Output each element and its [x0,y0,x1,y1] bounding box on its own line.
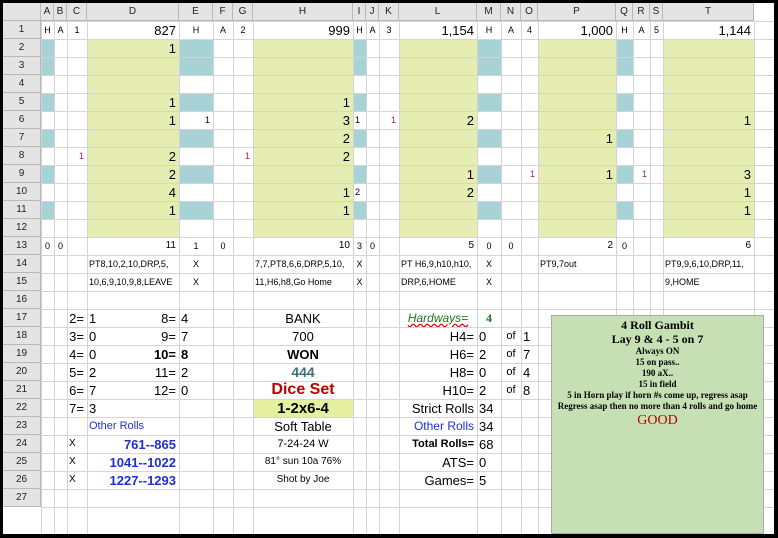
gridline [41,21,42,534]
teal-cell [616,201,633,219]
roll-sequence[interactable]: PT H6,9,h10,h10, [401,258,472,269]
column-header-c[interactable]: C [67,3,87,21]
header-h[interactable]: H [44,24,51,35]
column-sum[interactable]: 6 [745,240,751,251]
dice-count[interactable] [538,75,616,93]
of-label[interactable]: of [506,329,516,342]
cell[interactable]: 0 [44,240,50,251]
gridline [501,21,502,534]
dice-count[interactable]: 1 [605,166,613,182]
row-header-8[interactable]: 8 [3,147,41,165]
dice-count[interactable]: 1 [605,130,613,146]
of-label[interactable]: of [506,383,516,396]
stat-label[interactable]: Strict Rolls [411,400,474,416]
gridline [366,21,367,534]
stat-label[interactable]: Other Rolls [413,419,474,433]
header-a[interactable]: A [219,24,226,35]
count-value[interactable]: 7 [89,382,97,398]
dice-count[interactable]: 1 [466,166,474,182]
row-header-16[interactable]: 16 [3,291,41,309]
stat-value[interactable]: 0 [479,454,487,470]
marker[interactable]: 1 [529,168,535,179]
dice-count[interactable] [538,147,616,165]
dice-count[interactable] [663,129,754,147]
dice-count[interactable] [663,219,754,237]
count-label[interactable]: 2= [69,310,84,326]
column-header-s[interactable]: S [650,3,663,21]
column-total[interactable]: 999 [328,22,350,38]
column-total[interactable]: 1,144 [718,22,751,38]
count-value[interactable]: 0 [89,346,97,362]
column-sum[interactable]: 10 [338,240,350,251]
dice-count[interactable] [253,219,353,237]
column-header-i[interactable]: I [353,3,366,21]
dice-count[interactable] [538,219,616,237]
dice-count[interactable] [399,75,477,93]
count-label[interactable]: 9= [161,328,176,344]
bank-label[interactable]: BANK [285,310,321,326]
column-sum[interactable]: 5 [468,240,474,251]
dice-count[interactable] [399,147,477,165]
teal-cell [179,57,213,75]
count-label[interactable]: 8= [161,310,176,326]
stat-label[interactable]: ATS= [442,454,474,470]
hardway-label[interactable]: H10= [442,382,474,398]
hardway-hits[interactable]: 2 [479,382,487,398]
note-result: GOOD [637,413,678,428]
roll-x[interactable]: X [69,474,76,485]
dice-count[interactable] [399,201,477,219]
stat-value[interactable]: 34 [479,418,494,434]
roll-x[interactable]: X [192,258,199,269]
dice-count[interactable] [399,39,477,57]
dice-count[interactable] [253,75,353,93]
dice-set-value[interactable]: 1-2x6-4 [277,399,329,417]
row-header-10[interactable]: 10 [3,183,41,201]
dice-count[interactable]: 1 [168,40,176,56]
count-value[interactable]: 2 [89,364,97,380]
note-line2: Lay 9 & 4 - 5 on 7 [611,332,704,346]
header-num[interactable]: 1 [74,24,80,35]
dice-count[interactable] [87,129,179,147]
row-header-5[interactable]: 5 [3,93,41,111]
cell[interactable]: 1 [193,240,199,251]
other-roll-range[interactable]: 761--865 [123,436,176,452]
roll-x[interactable]: X [356,276,363,287]
dice-count[interactable]: 1 [168,202,176,218]
count-value[interactable]: 8 [181,346,189,362]
dice-count[interactable] [663,75,754,93]
marker[interactable]: 1 [244,150,250,161]
header-a[interactable]: A [369,24,376,35]
count-label[interactable]: 5= [69,364,84,380]
roll-sequence[interactable]: 9,HOME [665,276,700,287]
row-header-24[interactable]: 24 [3,435,41,453]
roll-sequence[interactable]: DRP,6,HOME [401,276,456,287]
teal-cell [616,93,633,111]
teal-cell [477,201,501,219]
dice-count[interactable]: 2 [168,148,176,164]
header-h[interactable]: H [485,24,493,35]
hardway-label[interactable]: H4= [449,328,474,344]
row-header-15[interactable]: 15 [3,273,41,291]
row-header-25[interactable]: 25 [3,453,41,471]
teal-cell [41,201,54,219]
dice-count[interactable]: 1 [743,202,751,218]
hardway-total[interactable]: 8 [523,382,531,398]
header-h[interactable]: H [192,24,200,35]
roll-x[interactable]: X [356,258,363,269]
strategy-note [551,315,764,534]
hardways-count[interactable]: 4 [486,311,492,325]
teal-cell [179,39,213,57]
dice-count[interactable] [253,165,353,183]
other-roll-range[interactable]: 1227--1293 [109,472,176,488]
note-line: 5 in Horn play if horn #s come up, regress asap [567,390,748,400]
header-num[interactable]: 5 [653,24,659,35]
hardway-total[interactable]: 7 [523,346,531,362]
dice-count[interactable]: 2 [342,130,350,146]
teal-cell [477,93,501,111]
count-label[interactable]: 6= [69,382,84,398]
row-header-9[interactable]: 9 [3,165,41,183]
spreadsheet [3,3,774,534]
row-header-23[interactable]: 23 [3,417,41,435]
column-header-a[interactable]: A [41,3,54,21]
dice-count[interactable] [399,57,477,75]
dice-count[interactable] [399,93,477,111]
note-line: Always ON [635,346,680,356]
cell[interactable]: 0 [369,240,375,251]
teal-cell [353,57,366,75]
dice-count[interactable] [87,219,179,237]
dice-count[interactable]: 1 [342,184,350,200]
dice-count[interactable]: 2 [466,112,474,128]
count-value[interactable]: 0 [89,328,97,344]
note-title: 4 Roll Gambit [621,318,694,332]
teal-cell [41,165,54,183]
teal-cell [353,93,366,111]
teal-cell [353,165,366,183]
row-header-22[interactable]: 22 [3,399,41,417]
cell[interactable]: 3 [356,240,362,251]
note-line: 15 in field [638,379,677,389]
column-total[interactable]: 1,000 [580,22,613,38]
column-total[interactable]: 1,154 [441,22,474,38]
dice-count[interactable]: 1 [743,112,751,128]
row-header-13[interactable]: 13 [3,237,41,255]
row-header-19[interactable]: 19 [3,345,41,363]
dice-count[interactable] [663,39,754,57]
count-label[interactable]: 11= [154,364,176,380]
row-header-14[interactable]: 14 [3,255,41,273]
note-line: 15 on pass.. [635,357,680,367]
other-rolls-label[interactable]: Other Rolls [89,419,145,432]
dice-count[interactable] [87,57,179,75]
teal-cell [179,93,213,111]
teal-cell [179,201,213,219]
dice-count[interactable]: 2 [466,184,474,200]
dice-count[interactable] [663,93,754,111]
dice-count[interactable] [538,183,616,201]
column-header-l[interactable]: L [399,3,477,21]
count-label[interactable]: 12= [153,382,176,398]
dice-set-label[interactable]: Dice Set [271,381,335,398]
stat-value[interactable]: 68 [479,436,494,452]
count-value[interactable]: 3 [89,400,97,416]
dice-count[interactable] [253,39,353,57]
column-header-n[interactable]: N [501,3,521,21]
row-header-6[interactable]: 6 [3,111,41,129]
table-type[interactable]: Soft Table [274,418,332,434]
dice-count[interactable]: 1 [168,94,176,110]
column-header-b[interactable]: B [54,3,67,21]
dice-count[interactable] [538,201,616,219]
won-label[interactable]: WON [287,346,319,362]
dice-count[interactable] [538,93,616,111]
row-header-4[interactable]: 4 [3,75,41,93]
hardway-hits[interactable]: 2 [479,346,487,362]
gridline [213,21,214,534]
column-header-j[interactable]: J [366,3,379,21]
column-header-d[interactable]: D [87,3,179,21]
row-header-2[interactable]: 2 [3,39,41,57]
stat-label[interactable]: Total Rolls= [412,437,474,450]
dice-count[interactable] [538,39,616,57]
dice-count[interactable] [538,111,616,129]
teal-cell [353,39,366,57]
dice-count[interactable]: 4 [168,184,176,200]
hardway-hits[interactable]: 0 [479,364,487,380]
marker[interactable]: 1 [78,150,84,161]
dice-count[interactable]: 1 [342,202,350,218]
dice-count[interactable] [663,147,754,165]
teal-cell [477,129,501,147]
hardway-label[interactable]: H6= [449,346,474,362]
row-header-21[interactable]: 21 [3,381,41,399]
header-num[interactable]: 4 [526,24,532,35]
column-header-e[interactable]: E [179,3,213,21]
note-line: Regress asap then no more than 4 rolls and go home [557,401,758,411]
hardways-label[interactable]: Hardways= [407,311,469,325]
cell[interactable]: 0 [486,240,492,251]
cell[interactable]: 0 [220,240,226,251]
cell[interactable]: 0 [621,240,627,251]
of-label[interactable]: of [506,365,516,378]
column-sum[interactable]: 11 [165,240,176,251]
row-header-1[interactable]: 1 [3,21,41,39]
stat-value[interactable]: 5 [479,472,487,488]
gridline [521,21,522,534]
roll-x[interactable]: X [69,438,76,449]
teal-cell [616,39,633,57]
dice-count[interactable]: 3 [342,112,350,128]
column-header-g[interactable]: G [233,3,253,21]
column-sum[interactable]: 2 [607,240,613,251]
roll-x[interactable]: X [485,276,492,287]
column-total[interactable]: 827 [154,22,176,38]
dice-count[interactable]: 1 [168,112,176,128]
hardway-total[interactable]: 1 [523,328,531,344]
header-a[interactable]: A [638,24,645,35]
teal-cell [477,165,501,183]
row-header-26[interactable]: 26 [3,471,41,489]
dice-count[interactable] [663,57,754,75]
column-header-h[interactable]: H [253,3,353,21]
stat-label[interactable]: Games= [424,472,474,488]
stat-value[interactable]: 34 [479,400,494,416]
note-line: 190 aX.. [641,368,674,378]
cell[interactable]: 0 [57,240,63,251]
shooter[interactable]: Shot by Joe [276,474,330,485]
won-value[interactable]: 444 [291,364,315,380]
teal-cell [179,165,213,183]
teal-cell [616,165,633,183]
marker[interactable]: 1 [641,168,647,179]
gridline [233,21,234,534]
roll-sequence[interactable]: PT8,10,2,10,DRP,5, [89,258,169,269]
gridline [41,291,774,292]
column-header-k[interactable]: K [379,3,399,21]
marker[interactable]: 1 [390,114,396,125]
marker[interactable]: 1 [355,114,361,125]
roll-sequence[interactable]: 11,H6,h8,Go Home [255,276,332,287]
roll-sequence[interactable]: PT9,7out [540,258,577,269]
teal-cell [41,93,54,111]
count-label[interactable]: 4= [69,346,84,362]
count-label[interactable]: 10= [153,346,176,362]
teal-cell [477,57,501,75]
header-a[interactable]: A [57,24,64,35]
dice-count[interactable]: 2 [342,148,350,164]
session-date[interactable]: 7-24-24 W [277,437,329,450]
marker[interactable]: 1 [204,114,210,125]
dice-count[interactable] [538,57,616,75]
column-header-m[interactable]: M [477,3,501,21]
roll-x[interactable]: X [69,456,76,467]
column-header-o[interactable]: O [521,3,538,21]
row-header-11[interactable]: 11 [3,201,41,219]
roll-sequence[interactable]: 10,6,9,10,9,8,LEAVE [89,276,173,287]
count-value[interactable]: 1 [89,310,97,326]
hardway-total[interactable]: 4 [523,364,531,380]
teal-cell [41,57,54,75]
dice-count[interactable]: 1 [743,184,751,200]
row-header-17[interactable]: 17 [3,309,41,327]
weather[interactable]: 81° sun 10a 76% [264,456,342,467]
column-header-f[interactable]: F [213,3,233,21]
marker[interactable]: 2 [355,186,361,197]
dice-count[interactable] [399,219,477,237]
column-header-q[interactable]: Q [616,3,633,21]
of-label[interactable]: of [506,347,516,360]
teal-cell [353,129,366,147]
hardway-hits[interactable]: 0 [479,328,487,344]
roll-x[interactable]: X [192,276,199,287]
roll-x[interactable]: X [485,258,492,269]
bank-value[interactable]: 700 [292,328,314,344]
row-header-18[interactable]: 18 [3,327,41,345]
dice-count[interactable]: 1 [342,94,350,110]
row-header-27[interactable]: 27 [3,489,41,507]
roll-sequence[interactable]: 7,7,PT8,6,6,DRP,5,10, [255,258,345,269]
count-value[interactable]: 0 [181,382,189,398]
header-h[interactable]: H [621,24,628,35]
column-header-r[interactable]: R [633,3,650,21]
count-label[interactable]: 7= [69,400,84,416]
teal-cell [353,201,366,219]
count-value[interactable]: 2 [181,364,189,380]
teal-cell [616,129,633,147]
teal-cell [477,39,501,57]
count-value[interactable]: 4 [181,310,189,326]
teal-cell [41,39,54,57]
row-header-20[interactable]: 20 [3,363,41,381]
dice-count[interactable]: 2 [168,166,176,182]
dice-count[interactable] [253,57,353,75]
teal-cell [41,129,54,147]
row-header-7[interactable]: 7 [3,129,41,147]
header-a[interactable]: A [507,24,514,35]
header-h[interactable]: H [356,24,363,35]
teal-cell [616,57,633,75]
teal-cell [179,129,213,147]
select-all-corner[interactable] [3,3,41,21]
gridline [54,21,55,534]
column-header-t[interactable]: T [663,3,754,21]
row-header-12[interactable]: 12 [3,219,41,237]
header-num[interactable]: 2 [240,24,246,35]
cell[interactable]: 0 [508,240,514,251]
hardway-label[interactable]: H8= [449,364,474,380]
dice-count[interactable] [87,75,179,93]
count-label[interactable]: 3= [69,328,84,344]
dice-count[interactable]: 3 [743,166,751,182]
other-roll-range[interactable]: 1041--1022 [109,454,176,470]
count-value[interactable]: 7 [181,328,189,344]
column-header-p[interactable]: P [538,3,616,21]
header-num[interactable]: 3 [386,24,392,35]
row-header-3[interactable]: 3 [3,57,41,75]
dice-count[interactable] [399,129,477,147]
roll-sequence[interactable]: PT9,9,6,10,DRP,11, [665,258,744,269]
